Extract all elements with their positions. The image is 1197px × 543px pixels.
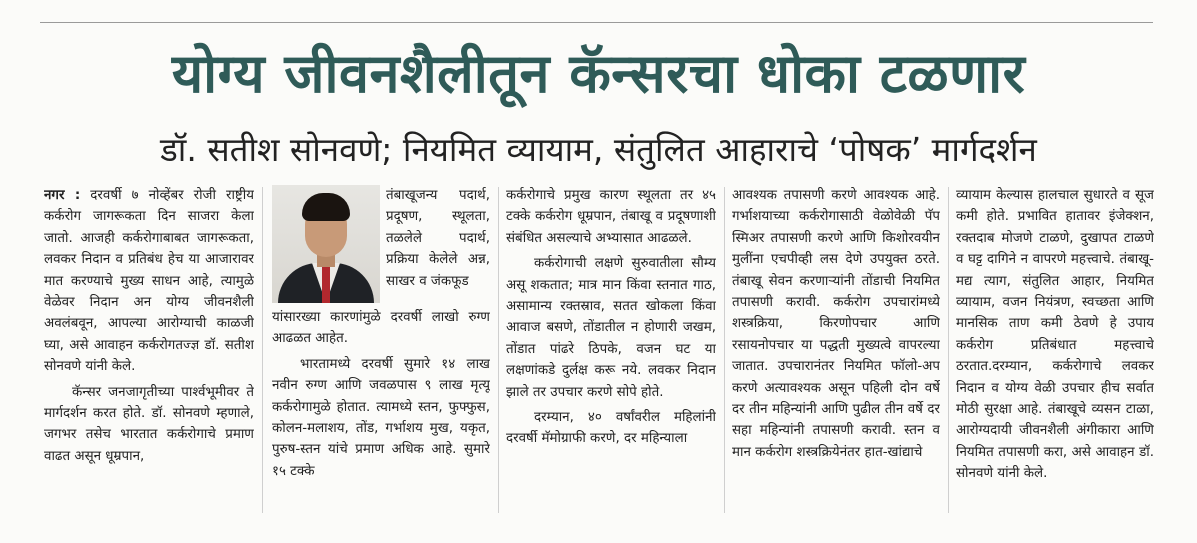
column-divider	[262, 187, 263, 513]
paragraph: कर्करोगाची लक्षणे सुरुवातीला सौम्य असू शकतात; मात्र मान किंवा स्तनात गाठ, असामान्य रक्तस्राव, सतत खोकला किंवा आवाज बसणे, तोंडातील न होणारी जखम, तोंडात पांढरे ठिपके, वजन घट या लक्षणांकडे दुर्लक्ष करू नये. लवकर निदान झाले तर उपचार करणे सोपे होते.	[506, 256, 716, 400]
column-2	[272, 307, 490, 515]
paragraph	[44, 185, 254, 378]
paragraph: आवश्यक तपासणी करणे आवश्यक आहे. गर्भाशयाच्या कर्करोगासाठी वेळोवेळी पॅप स्मिअर तपासणी करणे आणि किशोरवयीन मुलींना एचपीव्ही लस देणे उपयुक्त ठरते. तंबाखू सेवन करणाऱ्यांनी तोंडाची नियमित तपासणी करावी. कर्करोग उपचारांमध्ये शस्त्रक्रिया, किरणोपचार आणि रसायनोपचार या पद्धती मुख्यत्वे वापरल्या जातात. उपचारानंतर नियमित फॉलो-अप करणे अत्यावश्यक असून पहिली दोन वर्षे दर तीन महिन्यांनी आणि पुढील तीन वर्षे दर सहा महिन्यांनी तपासणी करावी. स्तन व मान कर्करोग शस्त्रक्रियेनंतर हात-खांद्याचे	[732, 188, 940, 460]
paragraph: व्यायाम केल्यास हालचाल सुधारते व सूज कमी होते. प्रभावित हातावर इंजेक्शन, रक्तदाब मोजणे टाळणे, दुखापत टाळणे व घट्ट दागिने न वापरणे महत्त्वाचे. तंबाखू-मद्य त्याग, संतुलित आहार, नियमित व्यायाम, वजन नियंत्रण, स्वच्छता आणि मानसिक ताण कमी ठेवणे हे उपाय कर्करोग प्रतिबंधात महत्त्वाचे ठरतात.दरम्यान, कर्करोगाचे लवकर निदान व योग्य वेळी उपचार हीच सर्वात मोठी सुरक्षा आहे. तंबाखूचे व्यसन टाळा, आरोग्यदायी जीवनशैली अंगीकारा आणि नियमित तपासणी करा, असे आवाहन डॉ. सोनवणे यांनी केले.	[956, 188, 1154, 482]
paragraph: कॅन्सर जनजागृतीच्या पार्श्वभूमीवर ते मार्गदर्शन करत होते. डॉ. सोनवणे म्हणाले, जगभर तसेच भारतात कर्करोगाचे प्रमाण वाढत असून धूम्रपान,	[44, 384, 254, 464]
headline: योग्य जीवनशैलीतून कॅन्सरचा धोका टळणार	[171, 42, 1026, 105]
column-5	[956, 185, 1154, 515]
column-4	[732, 185, 940, 515]
paragraph: यांसारख्या कारणांमुळे दरवर्षी लाखो रुग्ण आढळत आहेत.	[272, 310, 490, 347]
paragraph: तंबाखूजन्य पदार्थ, प्रदूषण, स्थूलता, तळलेले पदार्थ, प्रक्रिया केलेले अन्न, साखर व जंकफूड	[386, 188, 490, 289]
paragraph-text: दरवर्षी ७ नोव्हेंबर रोजी राष्ट्रीय कर्करोग जागरूकता दिन साजरा केला जातो. आजही कर्करोगाबाबत जागरूकता, लवकर निदान व प्रतिबंध हेच या आजारावर मात करण्याचे मुख्य साधन आहे, त्यामुळे वेळेवर निदान अन योग्य जीवनशैली अवलंबवून, आपल्या आरोग्याची काळजी घ्या, असे आवाहन कर्करोगतज्ज्ञ डॉ. सतीश सोनवणे यांनी केले.	[44, 188, 254, 375]
column-3	[506, 185, 716, 515]
paragraph: भारतामध्ये दरवर्षी सुमारे १४ लाख नवीन रुग्ण आणि जवळपास ९ लाख मृत्यू कर्करोगामुळे होतात. त्यामध्ये स्तन, फुफ्फुस, कोलन-मलाशय, तोंड, गर्भाशय मुख, यकृत, पुरुष-स्तन यांचे प्रमाण अधिक आहे. सुमारे १५ टक्के	[272, 356, 490, 479]
column-divider	[498, 187, 499, 513]
dateline: नगर :	[44, 188, 81, 203]
column-2-wrap	[386, 185, 490, 305]
column-divider	[724, 187, 725, 513]
column-1	[44, 185, 254, 515]
paragraph: कर्करोगाचे प्रमुख कारण स्थूलता तर ४५ टक्के कर्करोग धूम्रपान, तंबाखू व प्रदूषणाशी संबंधित असल्याचे अभ्यासात आढळले.	[506, 188, 716, 246]
top-rule	[40, 22, 1153, 23]
subheadline: डॉ. सतीश सोनवणे; नियमित व्यायाम, संतुलित आहाराचे ‘पोषक’ मार्गदर्शन	[160, 130, 1037, 169]
author-photo	[272, 185, 380, 303]
column-divider	[948, 187, 949, 513]
paragraph: दरम्यान, ४० वर्षांवरील महिलांनी दरवर्षी मॅमोग्राफी करणे, दर महिन्याला	[506, 410, 716, 447]
article-body	[44, 185, 1154, 515]
